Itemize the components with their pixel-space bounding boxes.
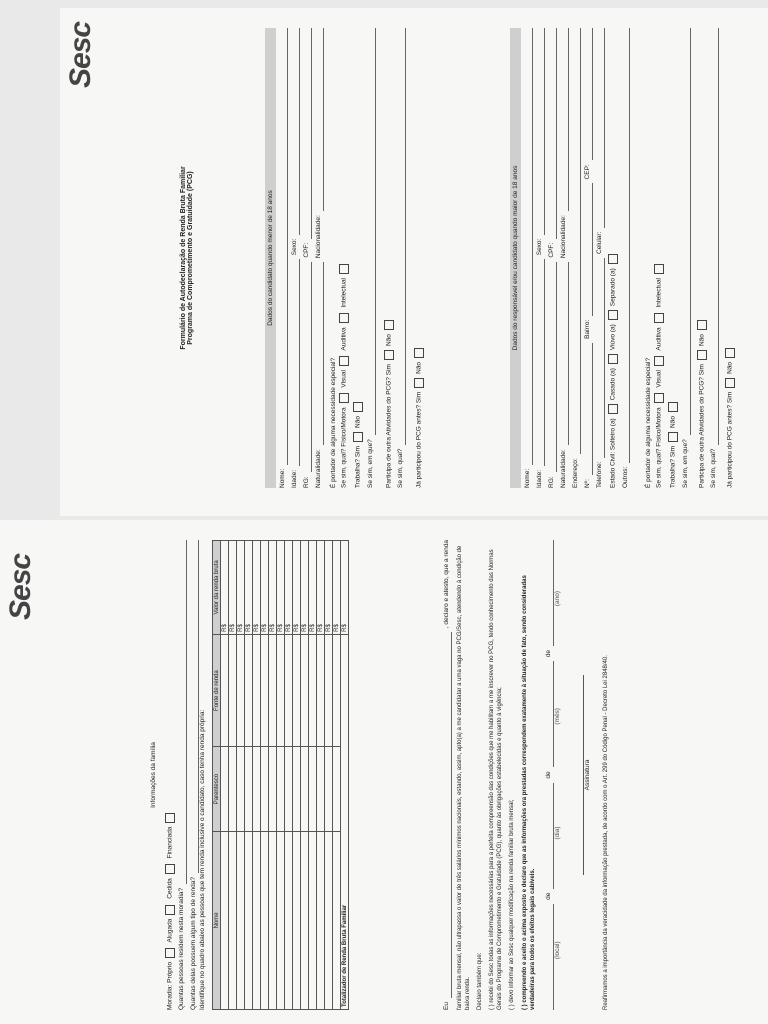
label-sim: Sim [385, 364, 393, 376]
total-currency[interactable]: R$ [341, 541, 349, 635]
cell[interactable] [277, 831, 285, 1009]
resp-participa-qual-field[interactable] [710, 28, 719, 445]
cell-currency[interactable]: R$ [293, 541, 301, 635]
sesc-logo: Sesc [64, 21, 97, 88]
cell[interactable] [245, 634, 253, 747]
label-cpf: CPF: [548, 242, 556, 258]
naturalidade-field[interactable] [315, 262, 324, 445]
cell-currency[interactable]: R$ [333, 541, 341, 635]
label-intelectual: Intelectual [655, 277, 663, 308]
col-parentesco: Parentesco [213, 747, 221, 831]
trabalha-row [353, 28, 363, 488]
cell[interactable] [269, 831, 277, 1009]
resp-fisico-checkbox[interactable] [654, 393, 664, 403]
solteiro-checkbox[interactable] [608, 404, 618, 414]
idade-field[interactable] [291, 259, 300, 466]
financiada-checkbox[interactable] [165, 813, 175, 823]
cell[interactable] [245, 831, 253, 1009]
cell-currency[interactable]: R$ [309, 541, 317, 635]
label-visual: Visual [655, 370, 663, 388]
label-se-sim-qual: Se sim, qual? [655, 448, 663, 488]
label-ja-participou: Já participou do PCG antes? [415, 404, 423, 488]
cell[interactable] [229, 634, 237, 747]
label-se-sim-qual: Se sim, qual? [710, 448, 718, 488]
label-nacionalidade: Nacionalidade: [560, 215, 568, 259]
cell[interactable] [261, 747, 269, 831]
declaration-item-1[interactable]: ( ) recebi do Sesc todas as informações necessárias para a perfeita compreensão das condições que me habilitam a me inscrever no PCG, tendo conhecimento das Normas Gerais do Programa de Comprometimento e Gratuidade (PCG), quanto às obrigações estabelecidas e quanto à vigência; [489, 549, 504, 1010]
label-de: de [544, 892, 552, 900]
cell-currency[interactable]: R$ [317, 541, 325, 635]
label-rg: RG: [548, 476, 556, 488]
label-sexo: Sexo: [536, 238, 544, 256]
label-dia: (dia) [553, 826, 561, 840]
cell[interactable] [253, 747, 261, 831]
label-nacionalidade: Nacionalidade: [315, 215, 323, 259]
casado-checkbox[interactable] [608, 354, 618, 364]
participa-qual-field[interactable] [397, 28, 406, 445]
cell[interactable] [301, 831, 309, 1009]
label-mes: (mês) [553, 708, 561, 725]
label-se-sim-em-que: Se sim, em que? [366, 439, 374, 488]
numero-field[interactable] [584, 343, 593, 475]
cell-currency[interactable]: R$ [229, 541, 237, 635]
cell[interactable] [253, 831, 261, 1009]
sexo-field[interactable] [291, 28, 300, 235]
label-sim: Sim [354, 445, 362, 458]
declaro-tambem: Declaro também que: [477, 952, 484, 1010]
family-info-title: Informações da família [150, 742, 157, 808]
cell[interactable] [309, 634, 317, 747]
ja-participou-row [414, 28, 424, 488]
label-idade: Idade: [536, 469, 544, 488]
label-bairro: Bairro: [584, 319, 592, 339]
declarant-name-field[interactable] [443, 632, 452, 998]
resp-rg-field[interactable] [548, 262, 557, 473]
cell[interactable] [325, 831, 333, 1009]
rotated-page [60, 8, 765, 508]
cell[interactable] [261, 831, 269, 1009]
income-count-field[interactable] [190, 540, 199, 873]
trabalha-nao-checkbox[interactable] [353, 402, 363, 412]
legal-note: Reafirmamos a importância da veracidade da informação prestada, de acordo com o Art. 299 do Código Penal - Decreto Lei 2848/40. [603, 655, 610, 1010]
label-ja-participou: Já participou do PCG antes? [726, 404, 734, 488]
participa-row [384, 28, 394, 488]
cell[interactable] [245, 747, 253, 831]
label-casado: Casado (a) [609, 368, 617, 401]
table-row [333, 541, 341, 1010]
minor-section [265, 28, 425, 488]
resp-participa-nao-checkbox[interactable] [697, 320, 707, 330]
label-fisico: Físico/Motora [340, 407, 348, 447]
date-labels [554, 540, 563, 1010]
table-row [269, 541, 277, 1010]
estado-civil-row [608, 28, 618, 488]
label-auditiva: Auditiva [655, 327, 663, 351]
label-financiada: Financiada [166, 826, 174, 859]
viuvo-checkbox[interactable] [608, 310, 618, 320]
cell[interactable] [325, 634, 333, 747]
resp-nacionalidade-field[interactable] [560, 28, 569, 211]
label-sim: Sim [698, 364, 706, 376]
cpf-field[interactable] [303, 28, 312, 239]
alugada-checkbox[interactable] [165, 905, 175, 915]
label-trabalha: Trabalha? [354, 458, 362, 488]
cell-currency[interactable]: R$ [325, 541, 333, 635]
cell[interactable] [229, 831, 237, 1009]
label-sim: Sim [726, 391, 734, 404]
label-nome: Nome: [279, 468, 287, 488]
intelectual-checkbox[interactable] [339, 264, 349, 274]
cell[interactable] [261, 634, 269, 747]
separado-checkbox[interactable] [608, 254, 618, 264]
telefone-field[interactable] [596, 258, 605, 458]
cell[interactable] [301, 634, 309, 747]
label-numero: Nº: [584, 479, 592, 488]
cell-currency[interactable]: R$ [245, 541, 253, 635]
auditiva-checkbox[interactable] [339, 313, 349, 323]
table-row [285, 541, 293, 1010]
label-nao: Não [385, 334, 393, 347]
form-title: Formulário de Autodeclaração de Renda Bruta Familiar [180, 166, 187, 350]
fisico-checkbox[interactable] [339, 393, 349, 403]
cell[interactable] [293, 747, 301, 831]
label-assinatura: Assinatura [583, 759, 591, 791]
cell[interactable] [317, 634, 325, 747]
resp-idade-field[interactable] [536, 259, 545, 466]
table-row [293, 541, 301, 1010]
cell[interactable] [269, 747, 277, 831]
label-estado-civil: Estado Civil: [609, 451, 617, 488]
cell[interactable] [229, 747, 237, 831]
table-row [245, 541, 253, 1010]
cell[interactable] [325, 747, 333, 831]
cell[interactable] [333, 831, 341, 1009]
label-ano: (ano) [553, 590, 561, 607]
col-valor: Valor da renda bruta [213, 541, 221, 635]
cell[interactable] [269, 634, 277, 747]
sesc-logo: Sesc [4, 553, 37, 620]
label-local: (local) [553, 941, 561, 960]
label-de: de [544, 650, 552, 658]
trabalha-sim-checkbox[interactable] [353, 432, 363, 442]
label-naturalidade: Naturalidade: [560, 449, 568, 488]
cell[interactable] [237, 831, 245, 1009]
cep-field[interactable] [584, 28, 593, 160]
label-sim: Sim [669, 445, 677, 458]
cell[interactable] [285, 831, 293, 1009]
nome-field[interactable] [279, 28, 288, 465]
nacionalidade-field[interactable] [315, 28, 324, 211]
section-header-minor: Dados do candidato quando menor de 18 anos [265, 28, 276, 488]
ano-field[interactable] [545, 540, 554, 646]
celular-field[interactable] [596, 28, 605, 228]
cell[interactable] [293, 634, 301, 747]
label-rg: RG: [303, 476, 311, 488]
label-viuvo: Viúvo (a) [609, 324, 617, 351]
label-se-sim-qual: Se sim, qual? [340, 448, 348, 488]
label-nao: Não [726, 361, 734, 374]
resp-ja-participou-nao-checkbox[interactable] [725, 348, 735, 358]
label-participa: Participa de outra Atividades do PCG? [698, 377, 706, 488]
rg-field[interactable] [303, 262, 312, 473]
ja-participou-sim-checkbox[interactable] [414, 378, 424, 388]
resp-participa-sim-checkbox[interactable] [697, 350, 707, 360]
label-nao: Não [415, 361, 423, 374]
cell[interactable] [285, 747, 293, 831]
resp-ja-participou-sim-checkbox[interactable] [725, 378, 735, 388]
cell-currency[interactable]: R$ [253, 541, 261, 635]
table-row [301, 541, 309, 1010]
table-row [253, 541, 261, 1010]
cell[interactable] [317, 747, 325, 831]
outros-field[interactable] [621, 28, 630, 463]
label-nao: Não [698, 334, 706, 347]
resp-visual-checkbox[interactable] [654, 356, 664, 366]
resp-participa-row [697, 28, 707, 488]
table-row [229, 541, 237, 1010]
label-cep: CEP: [584, 164, 592, 180]
table-row [325, 541, 333, 1010]
date-place-row [545, 540, 554, 1010]
declaration-item-2[interactable]: ( ) devo informar ao Sesc qualquer modificação na renda familiar bruta mensal; [509, 799, 516, 1010]
col-nome: Nome [213, 831, 221, 1009]
label-outros: Outros: [621, 466, 629, 488]
endereco-field[interactable] [572, 28, 581, 454]
label-naturalidade: Naturalidade: [315, 449, 323, 488]
question-income-count: Quantas delas possuem algum tipo de renda? [190, 877, 198, 1010]
table-row [317, 541, 325, 1010]
cell[interactable] [333, 634, 341, 747]
table-row [277, 541, 285, 1010]
cell[interactable] [309, 831, 317, 1009]
label-nome: Nome: [524, 468, 532, 488]
table-row [221, 541, 229, 1010]
question-residents: Quantas pessoas residem nesta moradia? [178, 887, 186, 1010]
label-proprio: Próprio [166, 961, 174, 983]
table-row [261, 541, 269, 1010]
cell[interactable] [221, 634, 229, 747]
cell-currency[interactable]: R$ [221, 541, 229, 635]
label-se-sim-qual: Se sim, qual? [397, 448, 405, 488]
resp-naturalidade-field[interactable] [560, 262, 569, 445]
label-participa: Participa de outra Atividades do PCG? [385, 377, 393, 488]
label-separado: Separado (a) [609, 268, 617, 307]
bairro-field[interactable] [584, 183, 593, 315]
residents-field[interactable] [178, 540, 187, 884]
label-fisico: Físico/Motora [655, 407, 663, 447]
label-nao: Não [669, 416, 677, 428]
resp-auditiva-checkbox[interactable] [654, 313, 664, 323]
form-title-block [180, 38, 194, 478]
declaration-item-3[interactable]: ( ) compreendo e aceito o acima exposto e declaro que as informações ora prestadas correspondem exatamente à situação de fato, sendo consideradas verdadeiras para todos os efeitos legais cabíveis. [521, 575, 536, 1010]
moradia-row [165, 540, 175, 1010]
label-telefone: Telefone: [596, 461, 604, 488]
cell[interactable] [221, 831, 229, 1009]
label-celular: Celular: [596, 231, 604, 254]
resp-ja-participou-row [725, 28, 735, 488]
label-se-sim-em-que: Se sim, em que? [681, 439, 689, 488]
cell-currency[interactable]: R$ [301, 541, 309, 635]
cell-currency[interactable]: R$ [261, 541, 269, 635]
income-table [212, 540, 349, 1010]
participa-sim-checkbox[interactable] [384, 350, 394, 360]
resp-trabalha-nao-checkbox[interactable] [668, 402, 678, 412]
cell[interactable] [301, 747, 309, 831]
resp-cpf-field[interactable] [548, 28, 557, 239]
form-sheet-personal-data [60, 8, 768, 516]
cell[interactable] [253, 634, 261, 747]
mes-field[interactable] [545, 661, 554, 767]
responsible-section [510, 28, 630, 488]
cell[interactable] [221, 747, 229, 831]
label-auditiva: Auditiva [340, 327, 348, 351]
resp-necessidade-options [654, 28, 664, 488]
declaration-line1: , declaro e atesto, que a renda [443, 540, 451, 629]
resp-necessidade-question: É portador de alguma necessidade especial? [645, 357, 652, 488]
label-sim: Sim [415, 391, 423, 404]
proprio-checkbox[interactable] [165, 948, 175, 958]
label-cpf: CPF: [303, 242, 311, 258]
label-idade: Idade: [291, 469, 299, 488]
cell-currency[interactable]: R$ [269, 541, 277, 635]
cell[interactable] [237, 747, 245, 831]
ja-participou-nao-checkbox[interactable] [414, 348, 424, 358]
label-nao: Não [354, 416, 362, 428]
necessidade-options [339, 28, 349, 488]
cell[interactable] [237, 634, 245, 747]
dia-field[interactable] [545, 783, 554, 889]
label-visual: Visual [340, 370, 348, 388]
rotated-page [0, 520, 765, 1020]
label-trabalha: Trabalha? [669, 458, 677, 488]
cell-currency[interactable]: R$ [285, 541, 293, 635]
cell-currency[interactable]: R$ [237, 541, 245, 635]
cell[interactable] [285, 634, 293, 747]
cell[interactable] [293, 831, 301, 1009]
label-cedida: Cedida [166, 878, 174, 899]
label-moradia: Moradia: [166, 984, 174, 1010]
form-sheet-family-income [0, 520, 768, 1024]
cell[interactable] [277, 747, 285, 831]
table-row [309, 541, 317, 1010]
local-field[interactable] [545, 904, 554, 1010]
resp-intelectual-checkbox[interactable] [654, 264, 664, 274]
label-solteiro: Solteiro (a) [609, 418, 617, 451]
label-intelectual: Intelectual [340, 277, 348, 308]
label-sexo: Sexo: [291, 238, 299, 256]
declaration-text: familiar bruta mensal, não ultrapassa o valor de três salários mínimos nacionais, estando, assim, apto(a) a me candidatar a uma vaga no PCG/Sesc, atendendo à condição de baixa renda. [457, 545, 472, 1010]
resp-em-que-field[interactable] [682, 28, 691, 435]
label-alugada: Alugada [166, 918, 174, 943]
totalizador-label: Totalizador de Renda Bruta Familiar [341, 634, 349, 1009]
cell[interactable] [317, 831, 325, 1009]
cell[interactable] [333, 747, 341, 831]
question-income-table: Identifique no quadro abaixo as pessoas que tem renda inclusive o candidato, caso tenha renda própria: [199, 709, 207, 1010]
necessidade-question: É portador de alguma necessidade especial? [330, 357, 337, 488]
visual-checkbox[interactable] [339, 356, 349, 366]
total-row [341, 541, 349, 1010]
resp-trabalha-row [668, 28, 678, 488]
form-subtitle: Programa de Comprometimento e Gratuidade (PCG) [187, 171, 194, 345]
cell[interactable] [277, 634, 285, 747]
col-fonte: Fonte de renda [213, 634, 221, 747]
em-que-field[interactable] [367, 28, 376, 435]
responsible-section-continued [645, 28, 736, 488]
resp-nome-field[interactable] [524, 28, 533, 465]
label-de: de [544, 771, 552, 779]
resp-trabalha-sim-checkbox[interactable] [668, 432, 678, 442]
table-row [237, 541, 245, 1010]
resp-sexo-field[interactable] [536, 28, 545, 235]
declaration-section [440, 540, 614, 1010]
participa-nao-checkbox[interactable] [384, 320, 394, 330]
cell-currency[interactable]: R$ [277, 541, 285, 635]
label-endereco: Endereço: [572, 458, 580, 488]
family-info-section [150, 540, 349, 1010]
label-eu: Eu [443, 1002, 451, 1010]
section-header-responsible: Dados do responsável e/ou candidato quando maior de 18 anos [510, 28, 521, 488]
cedida-checkbox[interactable] [165, 864, 175, 874]
cell[interactable] [309, 747, 317, 831]
